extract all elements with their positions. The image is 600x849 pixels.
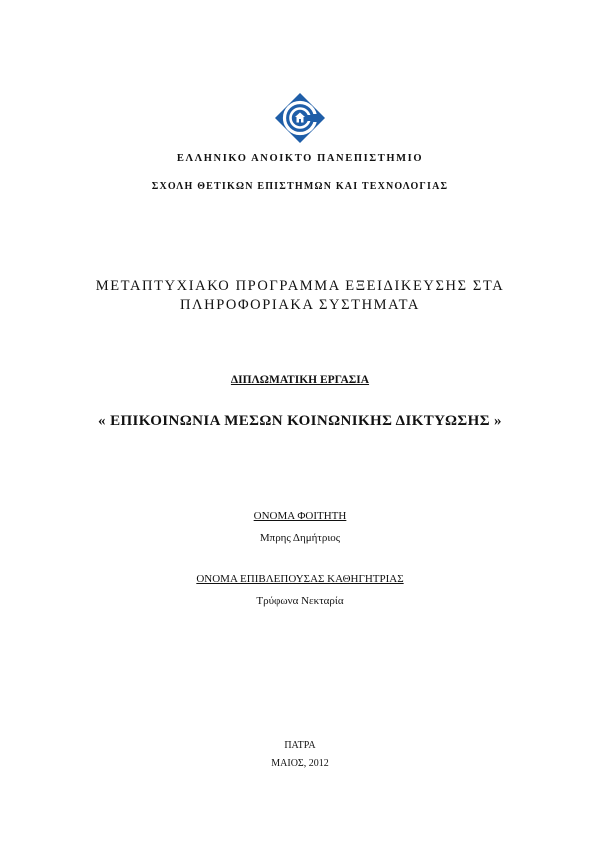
program-title-line-1: ΜΕΤΑΠΤΥΧΙΑΚΟ ΠΡΟΓΡΑΜΜΑ ΕΞΕΙΔΙΚΕΥΣΗΣ ΣΤΑ: [95, 278, 505, 294]
university-name: ΕΛΛΗΝΙΚΟ ΑΝΟΙΚΤΟ ΠΑΝΕΠΙΣΤΗΜΙΟ: [176, 153, 424, 164]
supervisor-name-label: ΟΝΟΜΑ ΕΠΙΒΛΕΠΟΥΣΑΣ ΚΑΘΗΓΗΤΡΙΑΣ: [196, 573, 404, 585]
school-name: ΣΧΟΛΗ ΘΕΤΙΚΩΝ ΕΠΙΣΤΗΜΩΝ ΚΑΙ ΤΕΧΝΟΛΟΓΙΑΣ: [151, 181, 449, 192]
thesis-title: « ΕΠΙΚΟΙΝΩΝΙΑ ΜΕΣΩΝ ΚΟΙΝΩΝΙΚΗΣ ΔΙΚΤΥΩΣΗΣ »: [98, 413, 502, 429]
date: ΜΑΙΟΣ, 2012: [271, 758, 329, 769]
place: ΠΑΤΡΑ: [284, 740, 316, 751]
program-title: [0, 277, 600, 315]
university-logo-icon: [274, 92, 326, 144]
program-title-line-2: ΠΛΗΡΟΦΟΡΙΑΚΑ ΣΥΣΤΗΜΑΤΑ: [179, 297, 420, 313]
supervisor-name: Τρύφωνα Νεκταρία: [256, 595, 344, 607]
student-name: Μπρης Δημήτριος: [259, 532, 341, 544]
thesis-type-label: ΔΙΠΛΩΜΑΤΙΚΗ ΕΡΓΑΣΙΑ: [230, 374, 370, 386]
student-name-label: ΟΝΟΜΑ ΦΟΙΤΗΤΗ: [253, 510, 347, 522]
